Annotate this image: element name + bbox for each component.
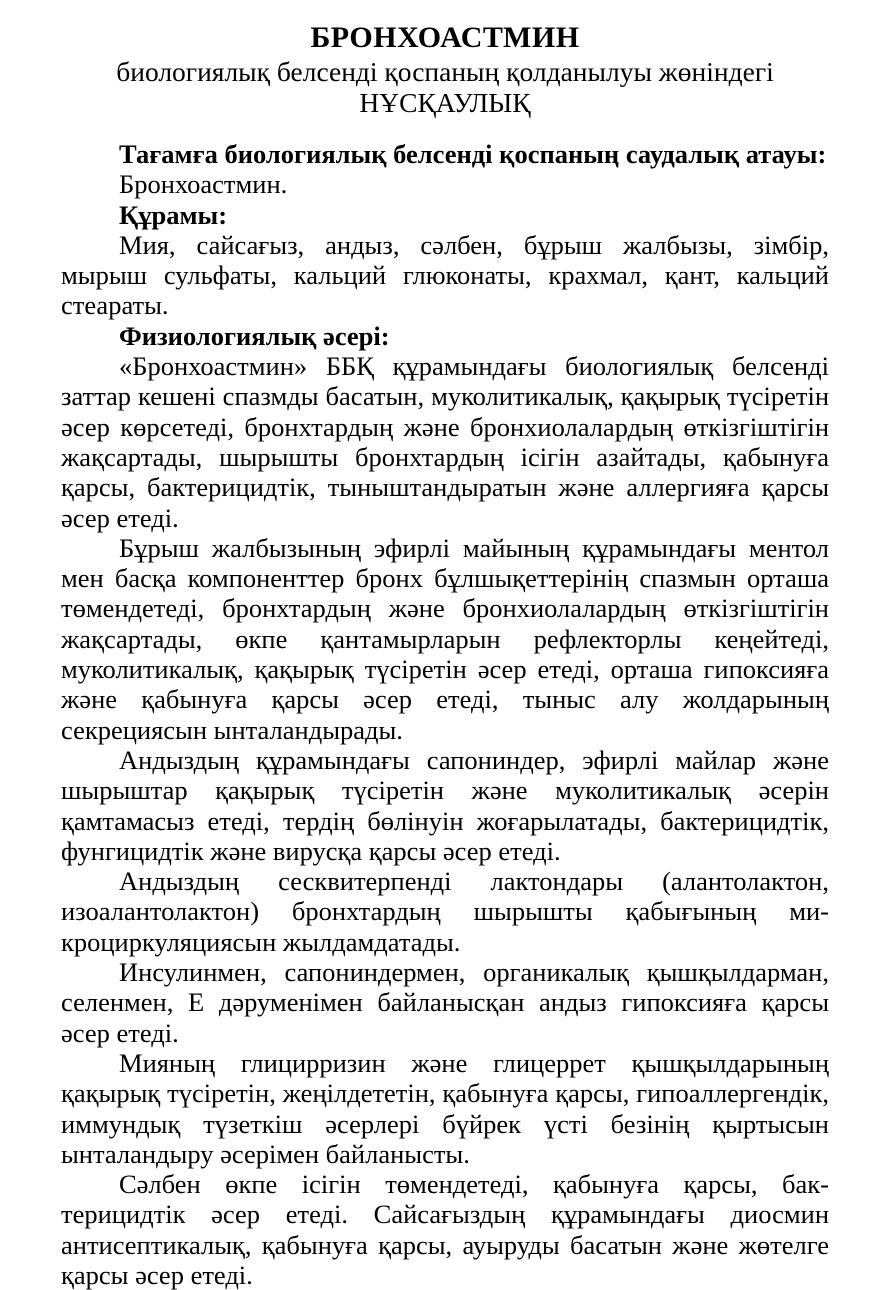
paragraph-elecampane-antihypoxic: Инсулинмен, сапониндермен, органикалық қышқылдарман, селенмен, Е дәруменімен байланысқан андыз гипоксияға қарсы әсер етеді. — [61, 957, 829, 1048]
paragraph-elecampane-saponins: Андыздың құрамындағы сапониндер, эфирлі майлар және шырыштар қақырық түсіретін және муколитикалық әсерін қамтамасыз етеді, тердің бөлінуін жоғарылатады, бактерицидтік, фунгицидтік және вирусқа қарсы әсер етеді. — [61, 744, 829, 866]
section-heading-trade-name: Тағамға биологиялық белсенді қоспаның саудалық атауы: — [119, 139, 827, 169]
section-heading-composition: Құрамы: — [119, 199, 228, 230]
paragraph-effect-overview: «Бронхоастмин» ББҚ құрамындағы биологиялық белсенді заттар кешені спазмды басатын, муколитикалық, қақырық түсіретін әсер көрсетеді, бронхтардың және бронхиолалардың өткізгіштігін жақсартады, шырышты бронхтардың ісігін азайтады, қабынуға қарсы, бактерицидтік, тыныштандыратын және аллергияға қарсы әсер етеді. — [61, 351, 829, 533]
paragraph-composition: Мия, сайсағыз, андыз, сәлбен, бұрыш жалбызы, зімбір, мырыш сульфаты, кальций глюконаты, крахмал, қант, кальций стеараты. — [61, 229, 829, 321]
paragraph-licorice: Мияның глицирризин және глицеррет қышқылдарының қақырық түсіретін, жеңілдететін, қабынуға қарсы, гипоаллергендік, иммундық түзеткіш әсерлері бүйрек үсті безінің қыртысын ынталандыру әсерімен байланысты. — [61, 1047, 829, 1169]
document-title: БРОНХОАСТМИН — [310, 21, 580, 54]
document-subtitle-instruction: НҰСҚАУЛЫҚ — [359, 87, 531, 118]
section-heading-physiological-effect: Физиологиялық әсері: — [119, 320, 390, 351]
paragraph-sage-thyme: Сәлбен өкпе ісігін төмендетеді, қабынуға қарсы, бактерицидтік әсер етеді. Сайсағыздың құрамындағы диосмин антисептикалық, қабынуға қарсы, ауыруды басатын және жөтелге қарсы әсер етеді. — [61, 1169, 829, 1290]
paragraph-peppermint: Бұрыш жалбызының эфирлі майының құрамындағы ментол мен басқа компоненттер бронх бұлшықеттерінің спазмын орташа төмендетеді, бронхтардың және бронхиолалардың өткізгіштігін жақсартады, өкпе қантамырларын рефлекторлы кеңейтеді, муколитикалық, қақырық түсіретін әсер етеді, орташа гипоксияға және қабынуға қарсы әсер етеді, тыныс алу жолдарының секрециясын ынталандырады. — [61, 532, 829, 745]
document-body — [61, 139, 829, 1290]
paragraph-elecampane-lactones: Андыздың сесквитерпенді лактондары (алантолактон, изоалантолактон) бронхтардың шырышты қабығының микроциркуляциясын жылдамдатады. — [61, 866, 829, 957]
paragraph-trade-name: Бронхоастмин. — [119, 169, 288, 200]
instruction-document — [61, 20, 829, 1290]
document-subtitle: биологиялық белсенді қоспаның қолданылуы жөніндегі — [116, 56, 774, 87]
